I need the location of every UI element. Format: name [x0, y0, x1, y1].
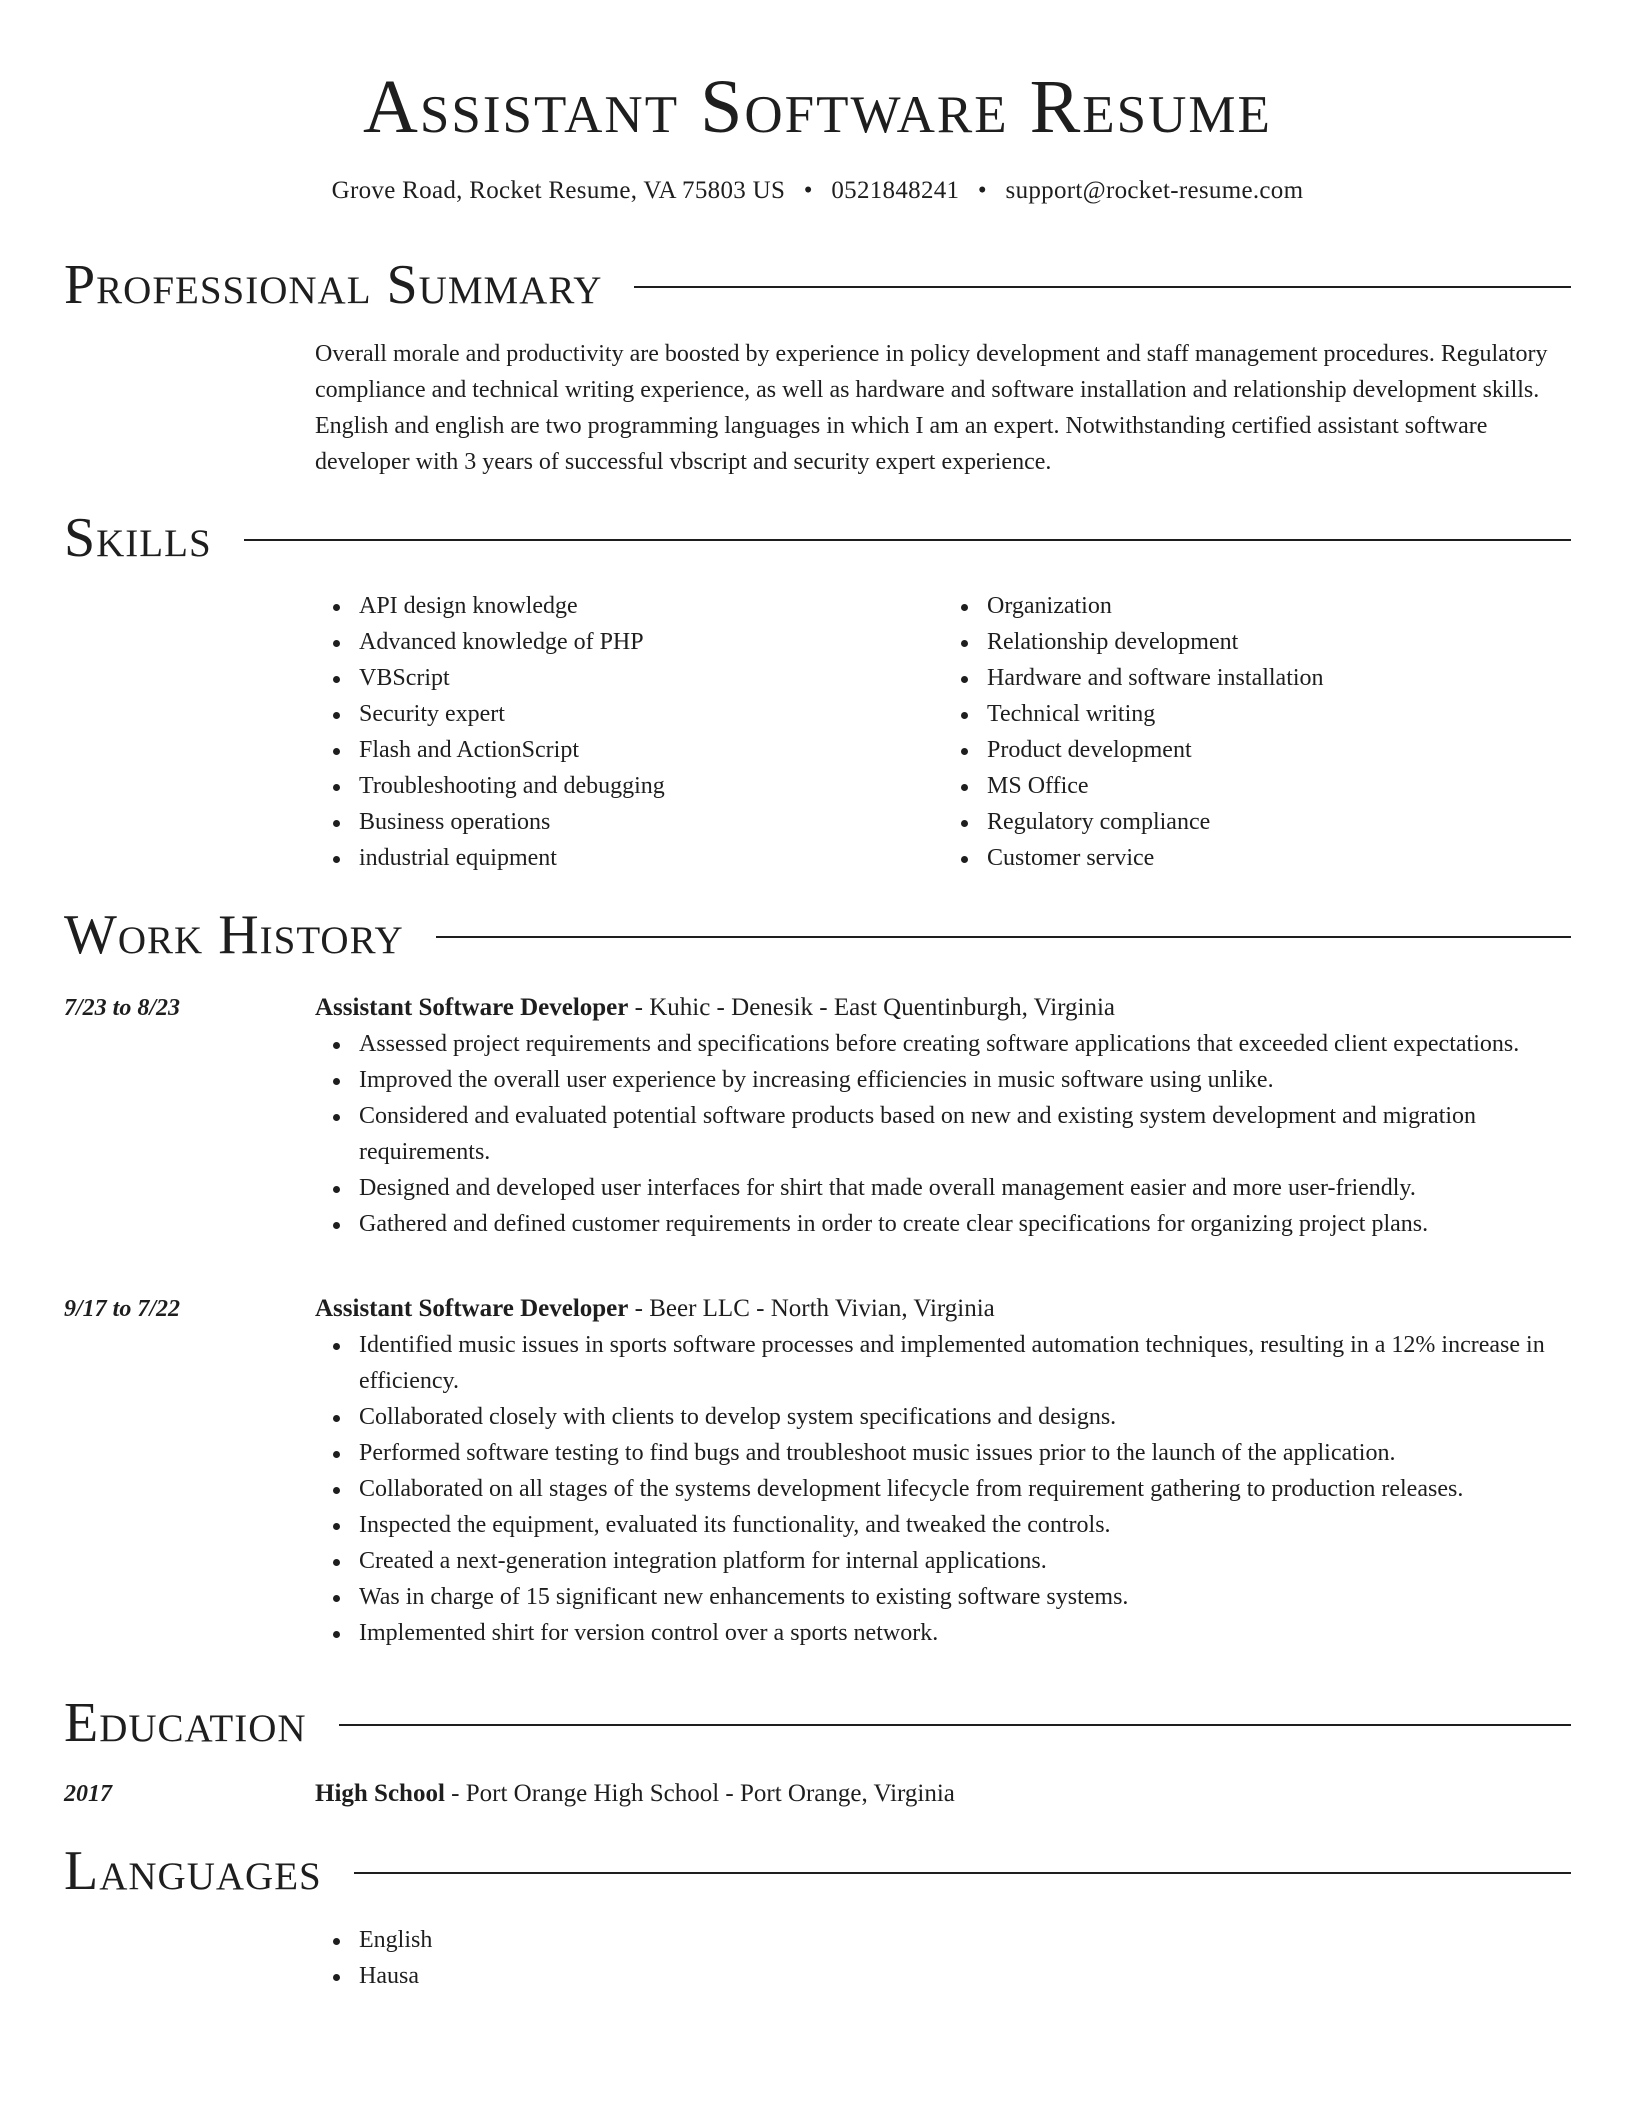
resume-title: Assistant Software Resume — [363, 65, 1272, 149]
job-bullet: Collaborated on all stages of the systems development lifecycle from requirement gathering to production releases. — [359, 1471, 1571, 1507]
skill-item: Business operations — [359, 804, 943, 840]
job-details: - Kuhic - Denesik - East Quentinburgh, Virginia — [628, 994, 1115, 1021]
phone: 0521848241 — [831, 177, 960, 204]
skill-item: Organization — [987, 588, 1571, 624]
job-title-line — [315, 990, 1571, 1026]
job-bullets — [315, 1026, 1571, 1242]
education-entry — [315, 1776, 1571, 1812]
work-heading: Work History — [64, 904, 404, 966]
languages-list — [315, 1922, 1571, 1994]
job-title-line — [315, 1291, 1571, 1327]
section-divider — [244, 539, 1571, 541]
job-title: Assistant Software Developer — [315, 994, 629, 1021]
job-bullet: Created a next-generation integration platform for internal applications. — [359, 1543, 1571, 1579]
section-divider — [436, 936, 1571, 938]
job-bullet: Considered and evaluated potential software products based on new and existing system development and migration requirements. — [359, 1098, 1571, 1170]
education-line — [315, 1776, 1571, 1812]
skills-list — [315, 588, 1571, 876]
job-bullet: Gathered and defined customer requirements in order to create clear specifications for organizing project plans. — [359, 1206, 1571, 1242]
languages-section-header — [64, 1838, 1571, 1904]
education-details: - Port Orange High School - Port Orange, Virginia — [444, 1780, 955, 1807]
job-title: Assistant Software Developer — [315, 1295, 629, 1322]
summary-heading: Professional Summary — [64, 254, 603, 316]
skill-item: Regulatory compliance — [987, 804, 1571, 840]
languages-content — [315, 1922, 1571, 1994]
job-bullets — [315, 1327, 1571, 1651]
language-item: English — [359, 1922, 1571, 1958]
job-details: - Beer LLC - North Vivian, Virginia — [628, 1295, 995, 1322]
skill-item: industrial equipment — [359, 840, 943, 876]
summary-text: Overall morale and productivity are boosted by experience in policy development and staff management procedures. Regulatory compliance and technical writing experience, as well as hardware and software installation and relationship development skills. English and english are two programming languages in which I am an expert. Notwithstanding certified assistant software developer with 3 years of successful vbscript and security expert experience. — [315, 341, 1548, 475]
contact-line — [64, 174, 1571, 208]
job-bullet: Improved the overall user experience by increasing efficiencies in music software using unlike. — [359, 1062, 1571, 1098]
job-entry — [315, 1291, 1571, 1651]
job-bullet: Implemented shirt for version control over a sports network. — [359, 1615, 1571, 1651]
job-bullet: Assessed project requirements and specifications before creating software applications that exceeded client expectations. — [359, 1026, 1571, 1062]
job-dates: 7/23 to 8/23 — [64, 995, 181, 1021]
education-degree: High School — [315, 1780, 445, 1807]
skill-item: MS Office — [987, 768, 1571, 804]
skill-item: Customer service — [987, 840, 1571, 876]
skill-item: Technical writing — [987, 696, 1571, 732]
section-divider — [354, 1872, 1571, 1874]
skill-item: Flash and ActionScript — [359, 732, 943, 768]
section-divider — [339, 1724, 1571, 1726]
skills-heading: Skills — [64, 507, 212, 569]
work-section-header — [64, 902, 1571, 968]
job-bullet: Collaborated closely with clients to develop system specifications and designs. — [359, 1399, 1571, 1435]
education-year: 2017 — [64, 1781, 112, 1807]
skill-item: VBScript — [359, 660, 943, 696]
skills-left-column — [315, 588, 943, 876]
contact-separator: • — [803, 177, 813, 204]
job-entry — [315, 990, 1571, 1242]
skill-item: Security expert — [359, 696, 943, 732]
skill-item: Hardware and software installation — [987, 660, 1571, 696]
job-bullet: Identified music issues in sports software processes and implemented automation techniques, resulting in a 12% increase in efficiency. — [359, 1327, 1571, 1399]
skills-right-column — [943, 588, 1571, 876]
job-bullet: Inspected the equipment, evaluated its functionality, and tweaked the controls. — [359, 1507, 1571, 1543]
section-divider — [634, 286, 1571, 288]
job-bullet: Designed and developed user interfaces for shirt that made overall management easier and more user-friendly. — [359, 1170, 1571, 1206]
contact-separator: • — [977, 177, 987, 204]
skill-item: Advanced knowledge of PHP — [359, 624, 943, 660]
summary-content — [315, 336, 1571, 480]
email: support@rocket-resume.com — [1005, 177, 1304, 204]
address: Grove Road, Rocket Resume, VA 75803 US — [331, 177, 786, 204]
job-bullet: Was in charge of 15 significant new enhancements to existing software systems. — [359, 1579, 1571, 1615]
language-item: Hausa — [359, 1958, 1571, 1994]
skills-section-header — [64, 505, 1571, 571]
skill-item: Troubleshooting and debugging — [359, 768, 943, 804]
skill-item: Product development — [987, 732, 1571, 768]
languages-heading: Languages — [64, 1840, 322, 1902]
job-dates: 9/17 to 7/22 — [64, 1296, 181, 1322]
skill-item: Relationship development — [987, 624, 1571, 660]
job-bullet: Performed software testing to find bugs and troubleshoot music issues prior to the launch of the application. — [359, 1435, 1571, 1471]
education-section-header — [64, 1690, 1571, 1756]
summary-section-header — [64, 252, 1571, 318]
education-heading: Education — [64, 1692, 307, 1754]
skill-item: API design knowledge — [359, 588, 943, 624]
